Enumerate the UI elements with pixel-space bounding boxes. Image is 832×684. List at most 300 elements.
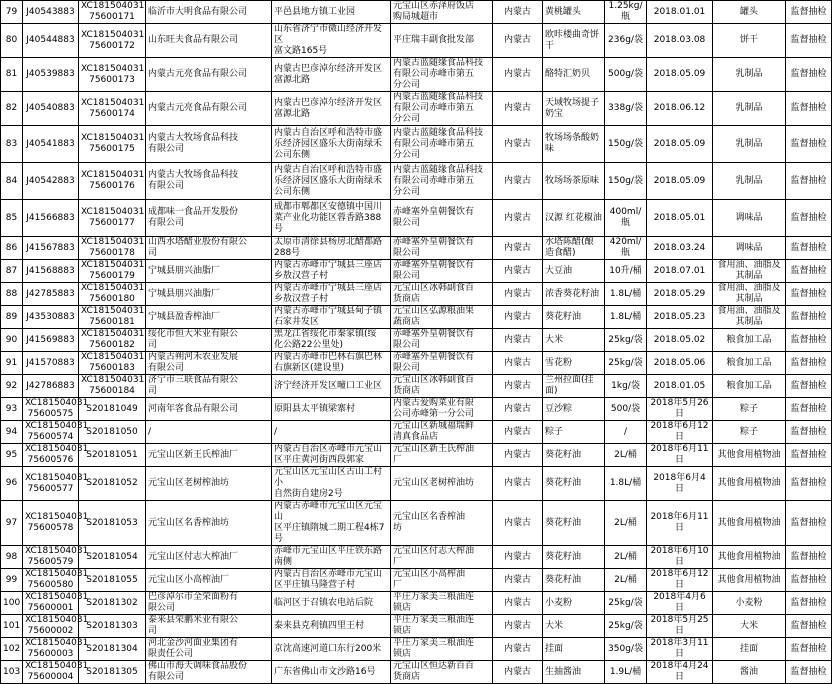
cell-category: 粽子 [713,421,786,444]
cell-producer-addr: 京沈高速河道口东行200米 [272,638,391,661]
cell-producer: 泰来县荣鹏米业有限公 司 [146,615,272,638]
cell-no: 87 [1,260,23,283]
cell-no: 91 [1,352,23,375]
cell-no: 102 [1,638,23,661]
table-row [1,569,832,592]
cell-category: 罐头 [713,1,786,24]
table-row [1,661,832,684]
cell-province: 内蒙古 [493,283,543,306]
cell-seller: 元宝山区冰韩副食百 货商店 [391,375,493,398]
cell-code: XC181504031 75600577 [23,467,79,501]
cell-producer-addr: 内蒙古赤峰市宁城县甸子镇 石家井发区 [272,306,391,329]
cell-seller: 平庄万家美三粮油连 锁店 [391,592,493,615]
table-row [1,24,832,58]
cell-province: 内蒙古 [493,92,543,126]
cell-spec: 400ml/瓶 [605,200,647,237]
cell-product: 挂面 [543,638,605,661]
cell-producer: 巴彦淖尔市全荣面粉有 限公司 [146,592,272,615]
cell-producer-addr: 内蒙古自治区呼和浩特市盛 乐经济园区盛乐大街南绿禾 公司东侧 [272,163,391,200]
cell-seller: 元宝山区名香榨油 坊 [391,501,493,546]
cell-producer-addr: 内蒙古自治区赤峰市元宝山 区平庄镇马隆营子村 [272,569,391,592]
cell-code: XC181504031 75600575 [23,398,79,421]
cell-category: 其他食用植物油 [713,569,786,592]
cell-spec: 420ml/瓶 [605,237,647,260]
cell-sample-no: XC181504031 75600183 [79,352,146,375]
cell-category: 其他食用植物油 [713,444,786,467]
cell-producer: 佛山市海天调味食品股份 有限公司 [146,661,272,684]
cell-type: 监督抽检 [786,501,832,546]
cell-spec: 236g/袋 [605,24,647,58]
cell-province: 内蒙古 [493,398,543,421]
cell-spec: 1.25kg/瓶 [605,1,647,24]
cell-producer: 河南年客食品有限公司 [146,398,272,421]
cell-date: 2018.06.12 [647,92,713,126]
cell-type: 监督抽检 [786,569,832,592]
cell-seller: 赤峰塞外皇朝餐饮有 限公司 [391,237,493,260]
cell-product: 黄桃罐头 [543,1,605,24]
cell-date: 2018年5月26日 [647,398,713,421]
cell-producer: 山东旺夫食品有限公司 [146,24,272,58]
cell-producer: 内蒙古元亮食品有限公司 [146,58,272,92]
cell-sample-no: S20181054 [79,546,146,569]
cell-code: J41566883 [23,200,79,237]
cell-code: J40541883 [23,126,79,163]
cell-date: 2018年6月10日 [647,546,713,569]
cell-code: XC181504031 75600579 [23,546,79,569]
cell-no: 93 [1,398,23,421]
cell-sample-no: S20181303 [79,615,146,638]
table-row [1,306,832,329]
cell-product: 大米 [543,329,605,352]
cell-province: 内蒙古 [493,58,543,92]
cell-spec: / [605,421,647,444]
cell-category: 食用油、油脂及 其制品 [713,283,786,306]
cell-province: 内蒙古 [493,306,543,329]
cell-producer: 元宝山区名香榨油坊 [146,501,272,546]
cell-sample-no: XC181504031 75600173 [79,58,146,92]
cell-code: J42785883 [23,283,79,306]
cell-producer: 内蒙古元亮食品有限公司 [146,92,272,126]
cell-spec: 1.8L/桶 [605,467,647,501]
cell-no: 97 [1,501,23,546]
cell-product: 大米 [543,615,605,638]
cell-type: 监督抽检 [786,283,832,306]
cell-date: 2018.03.08 [647,24,713,58]
cell-category: 其他食用植物油 [713,467,786,501]
cell-province: 内蒙古 [493,615,543,638]
cell-no: 83 [1,126,23,163]
table-row [1,638,832,661]
table-row [1,237,832,260]
cell-spec: 25kg/袋 [605,615,647,638]
cell-producer-addr: 黑龙江省绥化市秦家镇(绥 化公路22公里处) [272,329,391,352]
cell-producer: 元宝山区付志大榨油厂 [146,546,272,569]
cell-seller: 元宝山区恒达新百百 货商店 [391,661,493,684]
cell-type: 监督抽检 [786,126,832,163]
cell-type: 监督抽检 [786,421,832,444]
cell-producer-addr: 内蒙古自治区呼和浩特市盛 乐经济园区盛乐大街南绿禾 公司东侧 [272,126,391,163]
cell-seller: 元宝山区小高榨油 厂 [391,569,493,592]
cell-date: 2018年4月24日 [647,661,713,684]
cell-seller: 内蒙古蓝随缘食品科技 有限公司赤峰市第五 分公司 [391,163,493,200]
cell-date: 2018年3月11日 [647,638,713,661]
cell-type: 监督抽检 [786,200,832,237]
cell-sample-no: XC181504031 75600179 [79,260,146,283]
cell-producer-addr: 内蒙古赤峰市巴林右旗巴林 右旗新区(建设里) [272,352,391,375]
cell-code: XC181504031 75600574 [23,421,79,444]
cell-date: 2018.05.02 [647,329,713,352]
cell-product: 浓香葵花籽油 [543,283,605,306]
cell-producer-addr: 原阳县太平镇梁寨村 [272,398,391,421]
cell-spec: 350g/袋 [605,638,647,661]
cell-spec: 2L/桶 [605,546,647,569]
cell-producer-addr: 内蒙古赤峰市宁城县三座店 乡敖汉营子村 [272,260,391,283]
cell-code: XC181504031 75600002 [23,615,79,638]
cell-code: XC181504031 75600001 [23,592,79,615]
cell-product: 牧场场茶原味 [543,163,605,200]
cell-province: 内蒙古 [493,329,543,352]
cell-seller: 元宝山区新王氏榨油 厂 [391,444,493,467]
table-row [1,546,832,569]
cell-spec: 2L/桶 [605,501,647,546]
cell-province: 内蒙古 [493,546,543,569]
cell-date: 2018.07.01 [647,260,713,283]
cell-code: J41567883 [23,237,79,260]
cell-date: 2018.01.01 [647,1,713,24]
cell-producer-addr: 内蒙古赤峰市元宝山区元宝山 区平庄镇隋城二期工程4栋7 号 [272,501,391,546]
cell-seller: 赤峰塞外皇朝餐饮有 限公司 [391,329,493,352]
cell-product: 葵花籽油 [543,501,605,546]
cell-date: 2018年6月11日 [647,444,713,467]
cell-producer-addr: 内蒙古赤峰市宁城县三座店 乡敖汉营子村 [272,283,391,306]
cell-code: J40543883 [23,1,79,24]
cell-product: 兰州拉面(挂 面) [543,375,605,398]
cell-type: 监督抽检 [786,260,832,283]
cell-category: 调味品 [713,200,786,237]
cell-seller: 内蒙古蓝随缘食品科技 有限公司赤峰市第五 分公司 [391,58,493,92]
cell-product: 葵花籽油 [543,467,605,501]
cell-category: 饼干 [713,24,786,58]
cell-province: 内蒙古 [493,661,543,684]
table-row [1,352,832,375]
cell-no: 103 [1,661,23,684]
cell-type: 监督抽检 [786,592,832,615]
cell-date: 2018.05.09 [647,163,713,200]
cell-sample-no: XC181504031 75600180 [79,283,146,306]
cell-no: 79 [1,1,23,24]
cell-code: XC181504031 75600580 [23,569,79,592]
cell-sample-no: S20181052 [79,467,146,501]
cell-date: 2018年6月12日 [647,421,713,444]
cell-province: 内蒙古 [493,444,543,467]
cell-code: XC181504031 75600576 [23,444,79,467]
table-row [1,501,832,546]
cell-no: 81 [1,58,23,92]
cell-producer-addr: 泰来县克利镇四里王村 [272,615,391,638]
cell-seller: 平庄万家美三粮油连 锁店 [391,615,493,638]
cell-spec: 1.9L/桶 [605,661,647,684]
cell-date: 2018.05.06 [647,352,713,375]
cell-type: 监督抽检 [786,638,832,661]
cell-sample-no: S20181051 [79,444,146,467]
cell-no: 82 [1,92,23,126]
cell-producer: 内蒙古大牧场食品科技 有限公司 [146,163,272,200]
cell-type: 监督抽检 [786,375,832,398]
cell-producer: 河北金沙河面业集团有 限责任公司 [146,638,272,661]
cell-sample-no: S20181053 [79,501,146,546]
cell-code: XC181504031 75600004 [23,661,79,684]
cell-seller: 元宝山区新城福瑞鲜 清真食品店 [391,421,493,444]
cell-category: 调味品 [713,237,786,260]
cell-category: 乳制品 [713,126,786,163]
table-row [1,444,832,467]
cell-producer-addr: 太原市清徐县杨房北醋都路 288号 [272,237,391,260]
cell-seller: 元宝山区赤泽府饭店 购局城超市 [391,1,493,24]
cell-producer-addr: 山东省济宁市微山经济开发区 富文路165号 [272,24,391,58]
cell-seller: 平庄瑞丰副食批发部 [391,24,493,58]
cell-type: 监督抽检 [786,92,832,126]
cell-province: 内蒙古 [493,260,543,283]
cell-sample-no: XC181504031 75600181 [79,306,146,329]
cell-code: J40544883 [23,24,79,58]
cell-no: 99 [1,569,23,592]
cell-no: 96 [1,467,23,501]
table-row [1,163,832,200]
cell-province: 内蒙古 [493,200,543,237]
cell-producer: 成都味一食品开发股份 有限公司 [146,200,272,237]
cell-date: 2018年6月12日 [647,569,713,592]
table-row [1,200,832,237]
cell-sample-no: XC181504031 75600182 [79,329,146,352]
cell-product: 水塔陈醋(酿 造食醋) [543,237,605,260]
cell-spec: 25kg/袋 [605,352,647,375]
cell-no: 86 [1,237,23,260]
cell-code: J43530883 [23,306,79,329]
cell-producer-addr: 广东省佛山市文沙路16号 [272,661,391,684]
cell-no: 100 [1,592,23,615]
table-row [1,398,832,421]
cell-product: 葵花籽油 [543,444,605,467]
cell-product: 酪特汇奶贝 [543,58,605,92]
cell-sample-no: S20181055 [79,569,146,592]
cell-type: 监督抽检 [786,329,832,352]
cell-category: 大米 [713,615,786,638]
cell-sample-no: XC181504031 75600171 [79,1,146,24]
cell-seller: 赤峰塞外皇朝餐饮有 限公司 [391,200,493,237]
cell-date: 2018年6月4日 [647,467,713,501]
cell-date: 2018年6月11日 [647,501,713,546]
table-row [1,592,832,615]
cell-code: J40539883 [23,58,79,92]
cell-spec: 1.8L/桶 [605,306,647,329]
cell-seller: 元宝山区付志大榨油 厂 [391,546,493,569]
cell-code: XC181504031 75600003 [23,638,79,661]
cell-product: 豆沙粽 [543,398,605,421]
cell-seller: 内蒙古蓝随缘食品科技 有限公司赤峰市第五 分公司 [391,92,493,126]
cell-producer: 宁城县朋兴油脂厂 [146,260,272,283]
cell-producer: 元宝山区小高榨油厂 [146,569,272,592]
cell-sample-no: XC181504031 75600184 [79,375,146,398]
cell-province: 内蒙古 [493,24,543,58]
cell-seller: 内蒙古爱购菜业有限 公司赤峰第一分公司 [391,398,493,421]
cell-date: 2018年5月25日 [647,615,713,638]
cell-producer-addr: 济宁经济开发区疃口工业区 [272,375,391,398]
cell-province: 内蒙古 [493,163,543,200]
cell-no: 89 [1,306,23,329]
cell-province: 内蒙古 [493,237,543,260]
cell-spec: 1kg/袋 [605,375,647,398]
cell-producer: 绥化市恒大米业有限公 司 [146,329,272,352]
cell-sample-no: S20181302 [79,592,146,615]
table-row [1,126,832,163]
cell-producer: 济宁市三联食品有限公 司 [146,375,272,398]
cell-sample-no: S20181049 [79,398,146,421]
cell-type: 监督抽检 [786,237,832,260]
cell-sample-no: XC181504031 75600177 [79,200,146,237]
cell-product: 汉源 红花椒油 [543,200,605,237]
table-row [1,421,832,444]
cell-category: 乳制品 [713,92,786,126]
cell-category: 食用油、油脂及 其制品 [713,306,786,329]
cell-type: 监督抽检 [786,444,832,467]
table-row [1,615,832,638]
cell-province: 内蒙古 [493,638,543,661]
cell-producer: 山西水塔醋业股份有限公 司 [146,237,272,260]
cell-seller: 内蒙古蓝随缘食品科技 有限公司赤峰市第五 分公司 [391,126,493,163]
cell-product: 葵花籽油 [543,546,605,569]
cell-province: 内蒙古 [493,467,543,501]
cell-code: J41568883 [23,260,79,283]
cell-date: 2018年4月6日 [647,592,713,615]
cell-producer: 宁城县朋兴油脂厂 [146,283,272,306]
cell-product: 天域牧场提子 奶宝 [543,92,605,126]
cell-code: J41570883 [23,352,79,375]
cell-type: 监督抽检 [786,58,832,92]
cell-no: 90 [1,329,23,352]
cell-category: 其他食用植物油 [713,546,786,569]
cell-province: 内蒙古 [493,1,543,24]
table-row [1,375,832,398]
cell-type: 监督抽检 [786,398,832,421]
cell-category: 粮食加工品 [713,375,786,398]
cell-sample-no: XC181504031 75600172 [79,24,146,58]
cell-category: 酱油 [713,661,786,684]
cell-no: 101 [1,615,23,638]
cell-type: 监督抽检 [786,467,832,501]
table-row [1,467,832,501]
cell-product: 雪花粉 [543,352,605,375]
cell-seller: 元宝山区弘源粮油果 蔬商店 [391,306,493,329]
cell-spec: 2L/桶 [605,444,647,467]
cell-producer-addr: 平邑县地方镇工业园 [272,1,391,24]
cell-no: 85 [1,200,23,237]
cell-product: 葵花籽油 [543,306,605,329]
cell-product: 小麦粉 [543,592,605,615]
cell-producer: 元宝山区老树榨油坊 [146,467,272,501]
cell-category: 乳制品 [713,58,786,92]
cell-product: 欧咔楼曲奇饼 干 [543,24,605,58]
cell-producer: 临沂市大明食品有限公司 [146,1,272,24]
cell-province: 内蒙古 [493,375,543,398]
cell-no: 94 [1,421,23,444]
cell-category: 其他食用植物油 [713,501,786,546]
table-row [1,58,832,92]
cell-sample-no: S20181050 [79,421,146,444]
cell-type: 监督抽检 [786,24,832,58]
cell-sample-no: XC181504031 75600178 [79,237,146,260]
cell-seller: 元宝山区老树榨油坊 [391,467,493,501]
cell-code: J42786883 [23,375,79,398]
cell-category: 粮食加工品 [713,329,786,352]
cell-province: 内蒙古 [493,126,543,163]
cell-province: 内蒙古 [493,501,543,546]
cell-spec: 10升/桶 [605,260,647,283]
cell-province: 内蒙古 [493,592,543,615]
cell-producer-addr: / [272,421,391,444]
cell-code: J40542883 [23,163,79,200]
cell-sample-no: S20181304 [79,638,146,661]
cell-date: 2018.05.01 [647,200,713,237]
cell-seller: 赤峰塞外皇朝餐饮有 限公司 [391,352,493,375]
table-row [1,260,832,283]
cell-province: 内蒙古 [493,421,543,444]
cell-no: 95 [1,444,23,467]
cell-date: 2018.05.09 [647,58,713,92]
cell-producer-addr: 成都市郫都区安德镇中国川 菜产业化功能区蓉香路388 号 [272,200,391,237]
cell-date: 2018.05.29 [647,283,713,306]
table-row [1,329,832,352]
cell-sample-no: XC181504031 75600176 [79,163,146,200]
cell-category: 食用油、油脂及 其制品 [713,260,786,283]
cell-producer: 元宝山区新王氏榨油厂 [146,444,272,467]
cell-producer: 宁城县盈香榨油厂 [146,306,272,329]
cell-spec: 25kg/袋 [605,329,647,352]
cell-no: 98 [1,546,23,569]
cell-date: 2018.05.23 [647,306,713,329]
cell-no: 80 [1,24,23,58]
cell-no: 92 [1,375,23,398]
cell-producer-addr: 内蒙古巴彦淖尔经济开发区 富源北路 [272,58,391,92]
cell-product: 粽子 [543,421,605,444]
cell-producer-addr: 内蒙古巴彦淖尔经济开发区 富源北路 [272,92,391,126]
cell-spec: 150g/袋 [605,126,647,163]
cell-category: 粽子 [713,398,786,421]
cell-producer: 内蒙古朔河禾农业发展 有限公司 [146,352,272,375]
cell-product: 葵花籽油 [543,569,605,592]
cell-category: 小麦粉 [713,592,786,615]
cell-spec: 25kg/袋 [605,592,647,615]
cell-category: 粮食加工品 [713,352,786,375]
cell-no: 84 [1,163,23,200]
cell-product: 生抽酱油 [543,661,605,684]
cell-spec: 150g/袋 [605,163,647,200]
cell-date: 2018.03.24 [647,237,713,260]
cell-product: 大豆油 [543,260,605,283]
cell-spec: 338g/袋 [605,92,647,126]
cell-producer: 内蒙古大牧场食品科技 有限公司 [146,126,272,163]
table-row [1,92,832,126]
cell-type: 监督抽检 [786,163,832,200]
cell-seller: 平庄万家美三粮油连 锁店 [391,638,493,661]
cell-spec: 2L/桶 [605,569,647,592]
cell-province: 内蒙古 [493,352,543,375]
cell-spec: 500g/袋 [605,58,647,92]
cell-category: 挂面 [713,638,786,661]
cell-sample-no: XC181504031 75600175 [79,126,146,163]
cell-producer-addr: 元宝山区元宝山区古山工村小 自然街自建房2号 [272,467,391,501]
cell-code: XC181504031 75600578 [23,501,79,546]
cell-type: 监督抽检 [786,661,832,684]
